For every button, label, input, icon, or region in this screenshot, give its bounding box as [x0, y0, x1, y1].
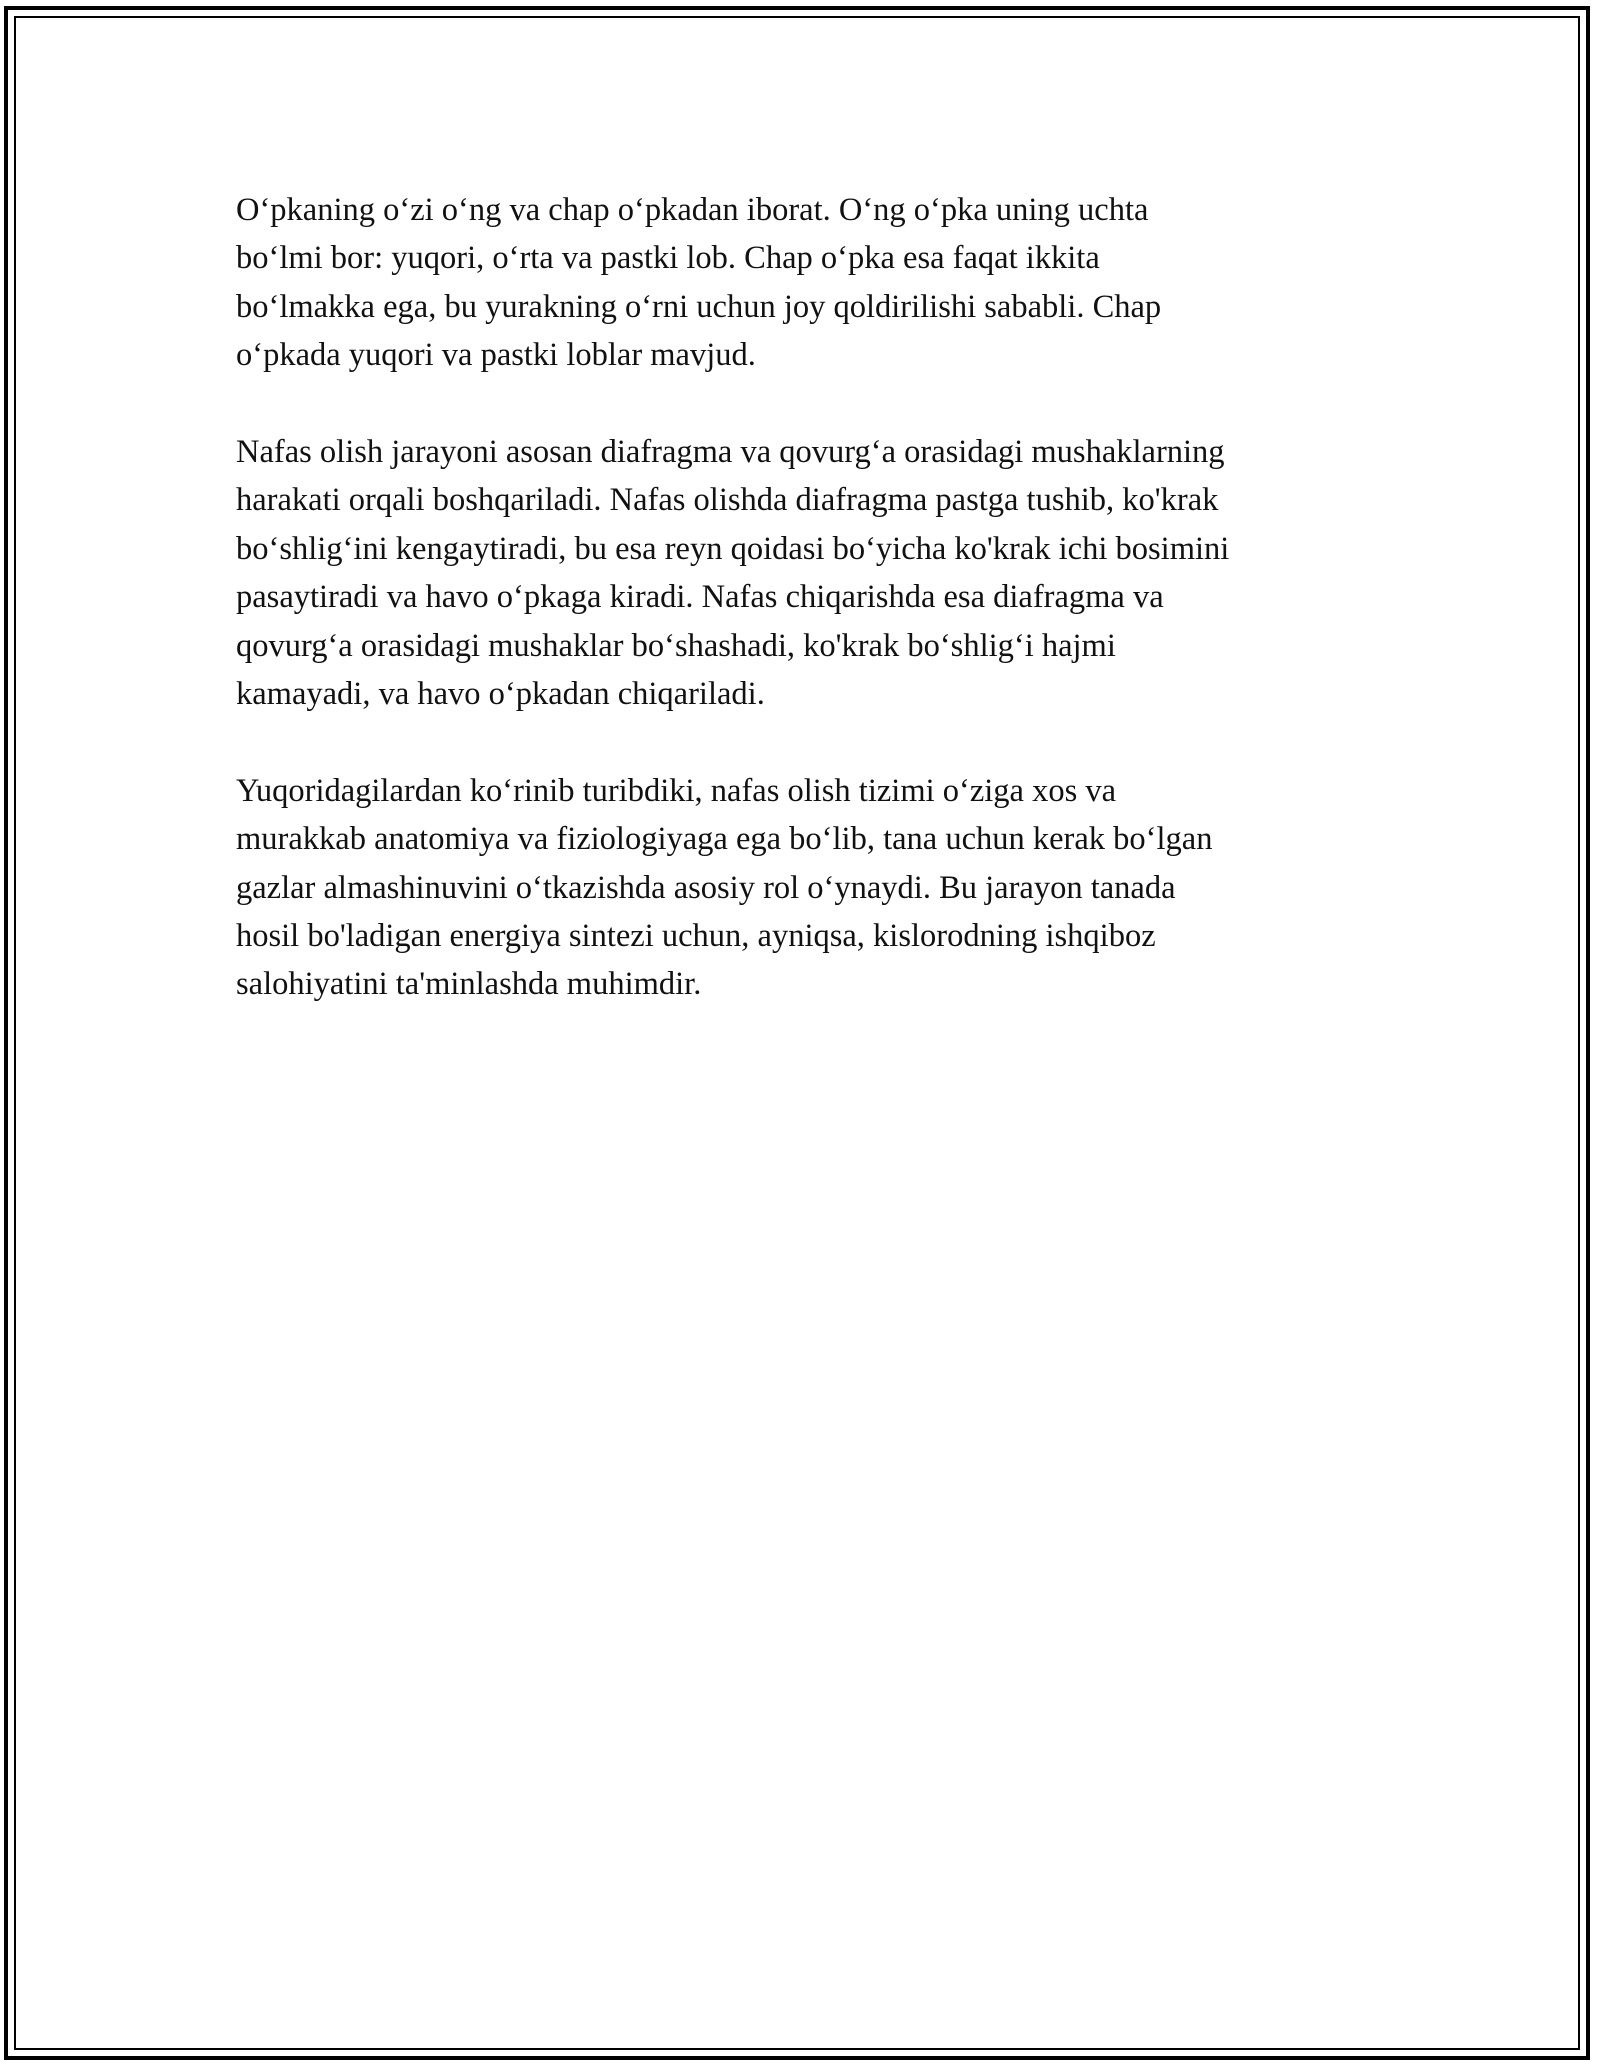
text-line: Nafas olish jarayoni asosan diafragma va qovurg‘a orasidagi mushaklarning [236, 434, 1225, 471]
paragraph-breathing-process [236, 428, 1366, 718]
text-line: hosil bo'ladigan energiya sintezi uchun, ayniqsa, kislorodning ishqiboz [236, 918, 1156, 955]
text-line: qovurg‘a orasidagi mushaklar bo‘shashadi, ko'krak bo‘shlig‘i hajmi [236, 627, 1116, 664]
text-line: O‘pkaning o‘zi o‘ng va chap o‘pkadan iborat. O‘ng o‘pka uning uchta [236, 192, 1149, 228]
text-line: harakati orqali boshqariladi. Nafas olishda diafragma pastga tushib, ko'krak [236, 482, 1219, 519]
text-line: kamayadi, va havo o‘pkadan chiqariladi. [236, 676, 765, 713]
text-line: murakkab anatomiya va fiziologiyaga ega bo‘lib, tana uchun kerak bo‘lgan [236, 821, 1213, 858]
text-line: Yuqoridagilardan ko‘rinib turibdiki, nafas olish tizimi o‘ziga xos va [236, 772, 1117, 809]
text-line: pasaytiradi va havo o‘pkaga kiradi. Nafas chiqarishda esa diafragma va [236, 579, 1164, 616]
text-line: salohiyatini ta'minlashda muhimdir. [236, 966, 702, 1003]
text-line: o‘pkada yuqori va pastki loblar mavjud. [236, 337, 756, 374]
paragraph-lungs-anatomy [236, 186, 1366, 380]
document-body [236, 186, 1366, 1057]
paragraph-conclusion [236, 767, 1366, 1009]
text-line: bo‘shlig‘ini kengaytiradi, bu esa reyn qoidasi bo‘yicha ko'krak ichi bosimini [236, 530, 1230, 567]
text-line: bo‘lmi bor: yuqori, o‘rta va pastki lob. Chap o‘pka esa faqat ikkita [236, 240, 1100, 277]
text-line: bo‘lmakka ega, bu yurakning o‘rni uchun joy qoldirilishi sababli. Chap [236, 288, 1162, 325]
text-line: gazlar almashinuvini o‘tkazishda asosiy rol o‘ynaydi. Bu jarayon tanada [236, 869, 1176, 906]
